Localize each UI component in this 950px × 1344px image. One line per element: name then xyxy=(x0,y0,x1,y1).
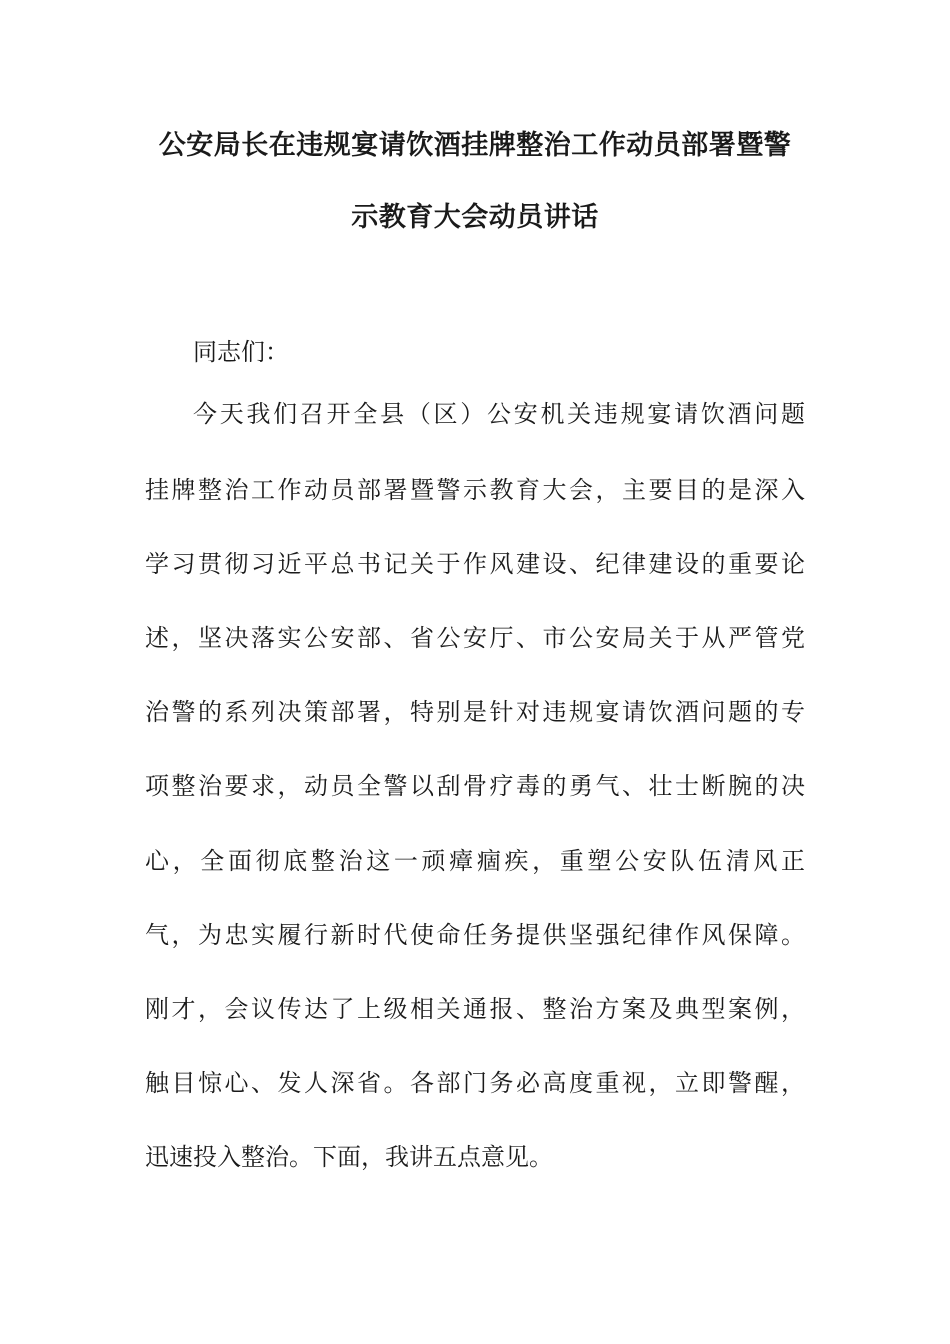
paragraph-line: 治警的系列决策部署，特别是针对违规宴请饮酒问题的专 xyxy=(145,698,805,726)
paragraph-line: 气，为忠实履行新时代使命任务提供坚强纪律作风保障。 xyxy=(145,921,805,949)
paragraph-line: 迅速投入整治。下面，我讲五点意见。 xyxy=(145,1143,553,1171)
paragraph-line: 项整治要求，动员全警以刮骨疗毒的勇气、壮士断腕的决 xyxy=(145,772,805,800)
document-title-line-2: 示教育大会动员讲话 xyxy=(351,202,599,233)
paragraph-line: 挂牌整治工作动员部署暨警示教育大会，主要目的是深入 xyxy=(145,476,805,504)
paragraph-line: 心，全面彻底整治这一顽瘴痼疾，重塑公安队伍清风正 xyxy=(145,847,805,875)
paragraph-line: 学习贯彻习近平总书记关于作风建设、纪律建设的重要论 xyxy=(145,550,805,578)
salutation: 同志们： xyxy=(193,338,289,366)
document-title-line-1: 公安局长在违规宴请饮酒挂牌整治工作动员部署暨警 xyxy=(158,130,792,161)
paragraph-line: 触目惊心、发人深省。各部门务必高度重视，立即警醒， xyxy=(145,1069,805,1097)
paragraph-line: 今天我们召开全县（区）公安机关违规宴请饮酒问题 xyxy=(193,400,805,428)
paragraph-line: 刚才，会议传达了上级相关通报、整治方案及典型案例， xyxy=(145,995,805,1023)
paragraph-line: 述，坚决落实公安部、省公安厅、市公安局关于从严管党 xyxy=(145,624,805,652)
